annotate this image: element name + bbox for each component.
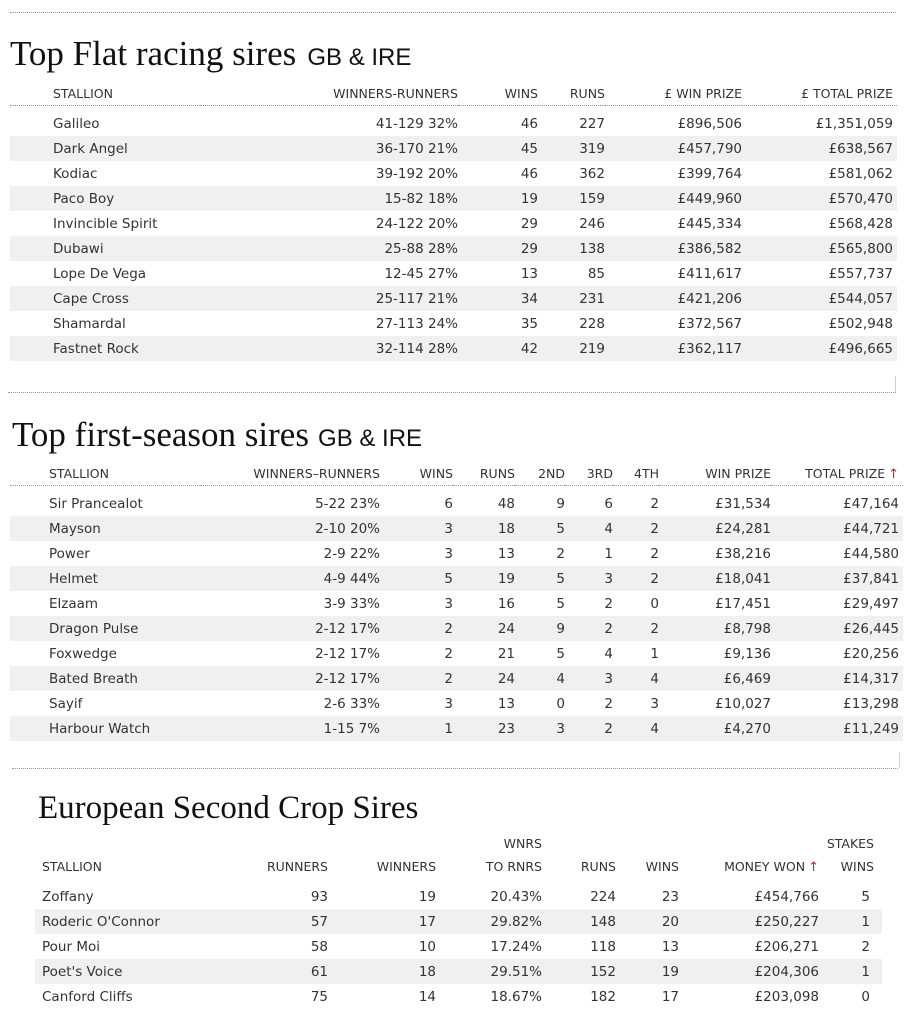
cell-runs: 13 [497,545,515,562]
cell-win-prize: £6,469 [723,670,771,687]
cell-winners-runners: 25-88 28% [384,240,458,257]
cell-winners-runners: 25-117 21% [375,290,458,307]
section1-top-divider [10,12,896,13]
cell-runs: 246 [579,215,605,232]
cell-2nd: 5 [556,520,565,537]
table-row [10,236,897,261]
cell-winners-runners: 2-10 20% [315,520,380,537]
cell-runs: 138 [579,240,605,257]
col-header-winners-runners[interactable]: WINNERS–RUNNERS [253,466,380,481]
cell-total-prize: £47,164 [843,495,899,512]
cell-runs: 118 [590,938,616,955]
cell-stakes-wins: 0 [861,988,870,1005]
cell-total-prize: £13,298 [843,695,899,712]
cell-win-prize: £411,617 [677,265,742,282]
cell-wins: 3 [444,595,453,612]
col-header-wins[interactable]: WINS [504,86,538,101]
cell-3rd: 3 [604,570,613,587]
col-header-top-stakes: STAKES [826,836,874,851]
cell-total-prize: £570,470 [828,190,893,207]
cell-wins: 45 [520,140,538,157]
cell-wnrs-to-rnrs: 17.24% [490,938,542,955]
cell-3rd: 2 [604,695,613,712]
cell-win-prize: £8,798 [723,620,771,637]
table-row [10,716,903,741]
cell-wins: 35 [520,315,538,332]
cell-3rd: 2 [604,595,613,612]
cell-4th: 0 [650,595,659,612]
cell-total-prize: £544,057 [828,290,893,307]
cell-total-prize: £565,800 [828,240,893,257]
cell-stallion[interactable]: Dubawi [53,240,104,257]
cell-runs: 231 [579,290,605,307]
cell-wins: 3 [444,695,453,712]
table-row [10,311,897,336]
col-header-runs[interactable]: RUNS [479,466,515,481]
col-header-total-prize[interactable]: £ TOTAL PRIZE [801,86,893,101]
cell-2nd: 9 [556,620,565,637]
cell-stallion[interactable]: Kodiac [53,165,98,182]
cell-win-prize: £372,567 [677,315,742,332]
table-row [10,666,903,691]
cell-winners-runners: 4-9 44% [323,570,380,587]
cell-wins: 19 [520,190,538,207]
cell-runs: 24 [497,670,515,687]
col-header-wins[interactable]: WINS [645,859,679,874]
cell-runs: 182 [590,988,616,1005]
cell-wins: 3 [444,520,453,537]
cell-winners-runners: 5-22 23% [315,495,380,512]
col-header-top-empty [35,836,225,859]
col-header-runs[interactable]: RUNS [580,859,616,874]
cell-winners-runners: 27-113 24% [375,315,458,332]
cell-4th: 2 [650,620,659,637]
col-header-runners[interactable]: RUNNERS [266,859,328,874]
col-header-money-won[interactable] [679,859,819,878]
cell-winners: 18 [418,963,436,980]
section2-region: GB & IRE [318,425,423,452]
cell-win-prize: £386,582 [677,240,742,257]
cell-2nd: 5 [556,570,565,587]
cell-wins: 42 [520,340,538,357]
cell-wins: 1 [444,720,453,737]
cell-win-prize: £421,206 [677,290,742,307]
cell-stallion[interactable]: Galileo [53,115,100,132]
cell-runs: 21 [497,645,515,662]
cell-win-prize: £896,506 [677,115,742,132]
sort-up-arrow-icon[interactable]: ↑ [808,860,819,875]
col-header-stakes-wins[interactable]: WINS [840,859,874,874]
cell-win-prize: £445,334 [677,215,742,232]
table-row [35,959,882,984]
cell-3rd: 1 [604,545,613,562]
section1-header-row [10,86,897,106]
cell-2nd: 5 [556,595,565,612]
cell-stallion[interactable]: Canford Cliffs [42,988,133,1005]
cell-winners-runners: 2-6 33% [323,695,380,712]
cell-total-prize: £14,317 [843,670,899,687]
cell-wins: 6 [444,495,453,512]
cell-winners-runners: 2-12 17% [315,645,380,662]
col-header-top-empty [616,836,679,859]
cell-winners-runners: 15-82 18% [384,190,458,207]
cell-stallion[interactable]: Dark Angel [53,140,128,157]
table-row [10,541,903,566]
cell-wnrs-to-rnrs: 18.67% [490,988,542,1005]
section2-title: Top first-season sires [12,415,309,454]
cell-runners: 57 [310,913,328,930]
col-header-total-prize-label: TOTAL PRIZE [805,466,886,481]
cell-runners: 93 [310,888,328,905]
cell-winners: 10 [418,938,436,955]
cell-total-prize: £44,721 [843,520,899,537]
table-row [35,984,882,1009]
cell-money-won: £203,098 [754,988,819,1005]
cell-wnrs-to-rnrs: 20.43% [490,888,542,905]
cell-wins: 5 [444,570,453,587]
table-row [10,161,897,186]
col-header-money-won-label: MONEY WON [724,859,806,874]
cell-total-prize: £568,428 [828,215,893,232]
cell-runners: 75 [310,988,328,1005]
cell-winners-runners: 32-114 28% [375,340,458,357]
cell-winners-runners: 2-9 22% [323,545,380,562]
cell-wins: 17 [661,988,679,1005]
col-header-total-prize[interactable] [771,466,903,486]
table-row [35,909,882,934]
cell-win-prize: £457,790 [677,140,742,157]
cell-runs: 23 [497,720,515,737]
cell-3rd: 4 [604,645,613,662]
cell-2nd: 0 [556,695,565,712]
table-row [10,491,903,516]
table-row [10,516,903,541]
cell-runs: 224 [590,888,616,905]
cell-win-prize: £10,027 [715,695,771,712]
cell-stallion[interactable]: Sir Prancealot [49,495,143,512]
cell-total-prize: £37,841 [843,570,899,587]
cell-3rd: 2 [604,720,613,737]
cell-win-prize: £17,451 [715,595,771,612]
section1-right-border [895,376,896,392]
cell-wins: 19 [661,963,679,980]
cell-runs: 13 [497,695,515,712]
col-header-top-empty [679,836,819,859]
cell-4th: 2 [650,495,659,512]
cell-runs: 48 [497,495,515,512]
col-header-stallion[interactable]: STALLION [53,86,113,101]
section2-table [10,466,903,741]
cell-3rd: 6 [604,495,613,512]
table-row [10,211,897,236]
cell-win-prize: £38,216 [715,545,771,562]
table-row [10,111,897,136]
cell-stakes-wins: 1 [861,913,870,930]
section1-table [10,86,897,361]
cell-total-prize: £44,580 [843,545,899,562]
cell-stakes-wins: 2 [861,938,870,955]
cell-win-prize: £362,117 [677,340,742,357]
section3-title: European Second Crop Sires [38,790,419,826]
col-header-runs[interactable]: RUNS [569,86,605,101]
cell-wins: 46 [520,115,538,132]
cell-wins: 13 [661,938,679,955]
cell-money-won: £206,271 [754,938,819,955]
cell-wins: 13 [520,265,538,282]
cell-2nd: 4 [556,670,565,687]
cell-wnrs-to-rnrs: 29.82% [490,913,542,930]
section3-heading [38,790,418,827]
cell-runs: 24 [497,620,515,637]
cell-wins: 3 [444,545,453,562]
cell-winners-runners: 24-122 20% [375,215,458,232]
cell-winners-runners: 3-9 33% [323,595,380,612]
cell-winners-runners: 2-12 17% [315,670,380,687]
cell-4th: 2 [650,520,659,537]
sort-up-arrow-icon[interactable]: ↑ [888,467,899,482]
cell-stallion[interactable]: Invincible Spirit [53,215,158,232]
cell-total-prize: £638,567 [828,140,893,157]
cell-stallion[interactable]: Power [49,545,90,562]
cell-4th: 3 [650,695,659,712]
cell-stallion[interactable]: Pour Moi [42,938,100,955]
table-row [35,934,882,959]
cell-3rd: 3 [604,670,613,687]
cell-winners: 19 [418,888,436,905]
cell-3rd: 4 [604,520,613,537]
table-row [10,591,903,616]
cell-runs: 18 [497,520,515,537]
cell-stallion[interactable]: Foxwedge [49,645,117,662]
col-header-4th[interactable]: 4TH [634,466,659,481]
cell-4th: 2 [650,545,659,562]
cell-total-prize: £11,249 [843,720,899,737]
cell-3rd: 2 [604,620,613,637]
col-header-win-prize[interactable]: £ WIN PRIZE [664,86,742,101]
cell-stallion[interactable]: Harbour Watch [49,720,151,737]
cell-money-won: £204,306 [754,963,819,980]
col-header-3rd[interactable]: 3RD [586,466,613,481]
cell-runs: 19 [497,570,515,587]
cell-runs: 227 [579,115,605,132]
cell-winners-runners: 39-192 20% [375,165,458,182]
cell-stallion[interactable]: Shamardal [53,315,126,332]
table-row [10,186,897,211]
col-header-top-empty [542,836,616,859]
col-header-stallion[interactable]: STALLION [42,859,102,874]
table-row [10,616,903,641]
col-header-stallion[interactable]: STALLION [49,466,109,481]
cell-wins: 2 [444,620,453,637]
cell-win-prize: £24,281 [715,520,771,537]
cell-stallion[interactable]: Roderic O'Connor [42,913,160,930]
cell-total-prize: £20,256 [843,645,899,662]
col-header-winners[interactable]: WINNERS [376,859,436,874]
section2-heading [12,415,422,455]
cell-runs: 85 [587,265,605,282]
section3-header-row-top [35,836,882,859]
table-row [10,566,903,591]
col-header-2nd[interactable]: 2ND [538,466,565,481]
section1-heading [10,34,411,74]
section2-bottom-divider [12,768,898,769]
cell-winners: 17 [418,913,436,930]
cell-winners: 14 [418,988,436,1005]
cell-stakes-wins: 5 [861,888,870,905]
cell-win-prize: £31,534 [715,495,771,512]
cell-wins: 20 [661,913,679,930]
table-row [10,136,897,161]
cell-2nd: 9 [556,495,565,512]
col-header-top-empty [225,836,328,859]
cell-wins: 46 [520,165,538,182]
cell-wnrs-to-rnrs: 29.51% [490,963,542,980]
cell-money-won: £250,227 [754,913,819,930]
section3-table [35,836,882,1009]
cell-total-prize: £557,737 [828,265,893,282]
cell-money-won: £454,766 [754,888,819,905]
col-header-win-prize[interactable]: WIN PRIZE [705,466,771,481]
table-row [10,336,897,361]
cell-runs: 228 [579,315,605,332]
cell-total-prize: £502,948 [828,315,893,332]
table-row [10,691,903,716]
cell-stallion[interactable]: Cape Cross [53,290,129,307]
cell-total-prize: £29,497 [843,595,899,612]
cell-win-prize: £449,960 [677,190,742,207]
cell-runs: 16 [497,595,515,612]
cell-stallion[interactable]: Mayson [49,520,101,537]
section2-right-border [899,752,900,768]
cell-runners: 58 [310,938,328,955]
col-header-wins[interactable]: WINS [419,466,453,481]
cell-winners-runners: 36-170 21% [375,140,458,157]
section2-header-row [10,466,903,486]
col-header-winners-runners[interactable]: WINNERS-RUNNERS [333,86,458,101]
cell-total-prize: £581,062 [828,165,893,182]
cell-runs: 319 [579,140,605,157]
cell-stallion[interactable]: Helmet [49,570,98,587]
cell-runs: 152 [590,963,616,980]
cell-total-prize: £1,351,059 [815,115,893,132]
cell-stallion[interactable]: Paco Boy [53,190,115,207]
cell-stallion[interactable]: Zoffany [42,888,94,905]
cell-4th: 4 [650,670,659,687]
cell-stakes-wins: 1 [861,963,870,980]
cell-win-prize: £4,270 [723,720,771,737]
cell-runs: 148 [590,913,616,930]
table-row [35,884,882,909]
col-header-top-wnrs: WNRS [503,836,542,851]
cell-win-prize: £399,764 [677,165,742,182]
cell-runs: 159 [579,190,605,207]
cell-wins: 2 [444,670,453,687]
cell-stallion[interactable]: Poet's Voice [42,963,123,980]
cell-stallion[interactable]: Sayif [49,695,83,712]
section1-bottom-divider [8,392,896,393]
table-row [10,641,903,666]
col-header-top-empty [328,836,436,859]
col-header-wnrs-to-rnrs[interactable]: TO RNRS [485,859,542,874]
cell-wins: 34 [520,290,538,307]
cell-4th: 4 [650,720,659,737]
section1-title: Top Flat racing sires [10,34,297,73]
section1-region: GB & IRE [307,44,412,71]
cell-wins: 2 [444,645,453,662]
section3-header-row [35,859,882,878]
cell-2nd: 5 [556,645,565,662]
cell-stallion[interactable]: Elzaam [49,595,99,612]
cell-runs: 219 [579,340,605,357]
cell-wins: 29 [520,240,538,257]
cell-stallion[interactable]: Dragon Pulse [49,620,139,637]
cell-total-prize: £26,445 [843,620,899,637]
cell-stallion[interactable]: Bated Breath [49,670,138,687]
cell-2nd: 3 [556,720,565,737]
cell-4th: 2 [650,570,659,587]
cell-winners-runners: 41-129 32% [375,115,458,132]
table-row [10,286,897,311]
cell-win-prize: £9,136 [723,645,771,662]
table-row [10,261,897,286]
cell-wins: 29 [520,215,538,232]
cell-winners-runners: 12-45 27% [384,265,458,282]
cell-win-prize: £18,041 [715,570,771,587]
cell-stallion[interactable]: Fastnet Rock [53,340,139,357]
cell-stallion[interactable]: Lope De Vega [53,265,147,282]
cell-winners-runners: 1-15 7% [323,720,380,737]
cell-4th: 1 [650,645,659,662]
cell-runs: 362 [579,165,605,182]
cell-2nd: 2 [556,545,565,562]
cell-total-prize: £496,665 [828,340,893,357]
cell-runners: 61 [310,963,328,980]
cell-wins: 23 [661,888,679,905]
cell-winners-runners: 2-12 17% [315,620,380,637]
